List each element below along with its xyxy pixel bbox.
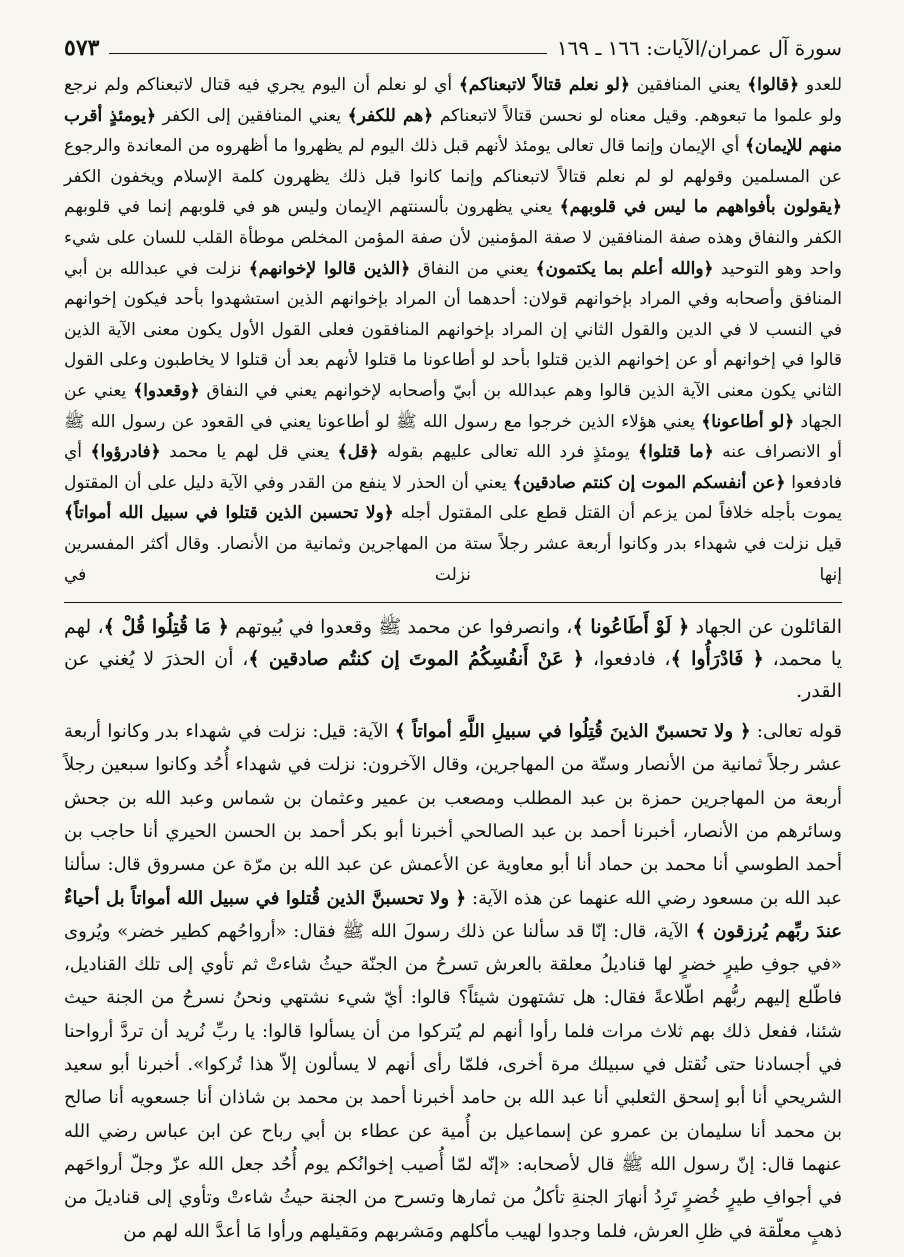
quran-quote: ﴿هم للكفر﴾ (347, 105, 434, 126)
text-run: الآية: قيل: نزلت في شهداء بدر وكانوا أربعة عشر رجلاً ثمانية من الأنصار وستّة من المهاجرين، وقال الآخرون: نزلت في شهداء أُحُد وكانوا سبعين رجلاً أربعة من المهاجرين حمزة بن عبد المطلب ومصعب بن عمير وعثمان بن شماس وعبد الله بن جحش وسائرهم من الأنصار، أخبرنا أحمد بن عبد الصالحي أخبرنا أبو بكر أحمد بن الحسن الحيري أنا حاجب بن أحمد الطوسي أنا محمد بن حماد أنا أبو معاوية عن الأعمش عن عبد الله بن مرّة عن مسروق قال: سألنا عبد الله بن مسعود رضي الله عنهما عن هذه الآية: (64, 721, 842, 909)
text-run: يعني قل لهم يا محمد (160, 442, 338, 463)
quran-quote: ﴿قل﴾ (337, 442, 379, 463)
quran-quote: ﴿قالوا﴾ (747, 75, 800, 95)
page-number: ٥٧٣ (64, 35, 100, 61)
commentary-upper (64, 70, 842, 590)
text-run: الآية، قال: إنّا قد سألنا عن ذلك رسولَ الله ﷺ فقال: «أرواحُهم كطير خضر» ويُروى «في جوفِ طيرٍ خضرٍ لها قناديلُ معلقة بالعرش تسرحُ من الجنّة حيثُ شاءتْ ثم تأوي إلى تلك القناديل، فاطّلع إليهم ربُّهم اطّلاعةً فقال: هل تشتهون شيئاً؟ قالوا: أيّ شيء نشتهي ونحنُ نسرحُ من الجنة حيث شئنا، ففعل ذلك بهم ثلاث مرات فلما رأوا أنهم لم يُتركوا من أن يسألوا قالوا: يا ربِّ نُريد أن تردَّ أرواحنا في أجسادنا حتى نُقتل في سبيلك مرة أخرى، فلمّا رأى أنهم لا يسألون إلاّ هذا تُركوا». أخبرنا أبو سعيد الشريحي أنا أبو إسحق الثعلبي أنا عبد الله بن حامد أخبرنا أحمد بن محمد بن شاذان أنا جسعويه أنا صالح بن محمد أنا سليمان بن عمرو عن إسماعيل بن أُمية عن عطاء بن أبي رباح عن ابن عباس رضي الله عنهما قال: إنّ رسول الله ﷺ قال لأصحابه: «إنّه لمّا أُصيب إخوانُكم يوم أُحُد جعل الله عزّ وجلّ أرواحَهم في أجوافِ طيرٍ خُضرٍ تَرِدُ أنهارَ الجنةِ تأكلُ من ثمارها وتسرح من الجنة حيثُ شاءتْ وتأوي إلى قناديلَ من ذهبٍ معلّقة في ظلِ العرش، فلما وجدوا لهيب مأكلهم ومَشربهم ومَقيلهم ورأوا مَا أعدَّ الله لهم من (64, 920, 842, 1242)
text-run: للعدو (799, 75, 843, 95)
text-run: يعني المنافقين إلى الكفر (156, 105, 348, 126)
page-header (64, 28, 842, 60)
text-run: ، وانصرفوا عن محمد ﷺ وقعدوا في بُيوتهم (228, 616, 573, 639)
quran-quote: ﴿يومئذٍ أقرب منهم للإيمان﴾ (64, 105, 842, 157)
text-run: يعني عن الجهاد (64, 380, 843, 432)
text-run: ، أن الحذرَ لا يُغني عن القدر. (64, 648, 842, 703)
section-divider (64, 602, 842, 603)
quran-quote: ﴿وقعدوا﴾ (133, 380, 200, 401)
commentary-lower (64, 715, 842, 1248)
quran-quote: ﴿يقولون بأفواههم ما ليس في قلوبهم﴾ (559, 197, 842, 218)
commentary-upper-paragraph (64, 70, 842, 590)
text-run: يعني أن الحذر لا ينفع من القدر وفي الآية دليل على أن المقتول يموت بأجله خلافاً لمن يزعم أن القتل قطع على المقتول أجله (64, 472, 842, 524)
text-run: أي فادفعوا (64, 442, 842, 493)
quran-quote: ﴿لو أطاعونا﴾ (701, 411, 795, 432)
text-run: نزلت في عبدالله بن أبي المنافق وأصحابه وفي المراد بإخوانهم قولان: أحدهما أن المراد بإخوانهم الذين استشهدوا بأحد فيكون إخوانهم في النسب لا في الدين والقول الثاني إن المراد بإخوانهم المنافقون فعلى القول الأول يكون معنى الآية الذين قالوا في إخوانهم أو عن إخوانهم الذين قتلوا بأحد لو أطاعونا ما قتلوا لأنهم بعد أن قتلوا لا يخاطبون وعلى القول الثاني يكون معنى الآية الذين قالوا وهم عبدالله بن أبيّ وأصحابه لإخوانهم يعني في النفاق (64, 258, 843, 401)
commentary-middle-paragraph (64, 611, 842, 707)
quran-quote: ﴿ما قتلوا﴾ (638, 442, 714, 463)
surah-title: سورة آل عمران/الآيات: ١٦٦ ـ ١٦٩ (556, 36, 842, 60)
text-run: يومئذٍ فرد الله تعالى عليهم بقوله (378, 442, 639, 463)
quran-quote: ﴿ ولا تحسبنّ الذينَ قُتِلُوا في سبيلِ اللَّهِ أمواتاً ﴾ (394, 721, 751, 743)
text-run: ، فادفعوا، (584, 648, 671, 671)
text-run: أي الإيمان وإنما قال تعالى يومئذ لأنهم قبل ذلك اليوم لم يظهروا ما أظهروه من المعاندة والرجوع عن المسلمين وقولهم لو لم نعلم قتالاً لاتبعناكم وإنما كانوا قبل ذلك يظهرون كلمة الإسلام ويخفون الكفر (64, 136, 842, 187)
quran-quote: ﴿ مَا قُتِلُوا قُلْ ﴾ (103, 616, 229, 639)
text-run: يعني المنافقين (629, 75, 748, 95)
text-run: قوله تعالى: (750, 721, 842, 743)
commentary-lower-paragraph (64, 715, 842, 1248)
text-run: يعني من النفاق (410, 258, 536, 279)
quran-quote: ﴿ولا تحسبن الذين قتلوا في سبيل الله أمواتاً﴾ (64, 503, 394, 524)
quran-quote: ﴿ عَنْ أَنفُسِكُمُ الموتَ إن كنتُم صادقين ﴾ (248, 648, 585, 671)
text-run: يعني يظهرون بألسنتهم الإيمان وليس هو في قلوبهم إنما في قلوبهم الكفر والنفاق وهذه صفة المنافقين لا صفة المؤمنين لأن صفة المؤمن المخلص موطأة القلب للسان على شيء واحد وهو التوحيد (64, 197, 842, 279)
text-run: ، لهم يا محمد، (64, 616, 842, 671)
text-run: يعني هؤلاء الذين خرجوا مع رسول الله ﷺ لو أطاعونا يعني في القعود عن رسول الله ﷺ أو الانصراف عنه (64, 411, 842, 463)
quran-quote: ﴿لو نعلم قتالاً لاتبعناكم﴾ (458, 75, 630, 95)
text-run: أي لو نعلم أن اليوم يجري فيه قتال لاتبعناكم ولم نرجع ولو علموا ما تبعوهم. وقيل معناه لو نحسن قتالاً لاتبعناكم (64, 75, 842, 126)
quran-quote: ﴿عن أنفسكم الموت إن كنتم صادقين﴾ (512, 472, 786, 493)
quran-quote: ﴿ لَوْ أَطَاعُونا ﴾ (572, 616, 690, 639)
quran-quote: ﴿الذين قالوا لإخوانهم﴾ (248, 258, 411, 279)
header-rule (109, 53, 546, 54)
commentary-middle (64, 611, 842, 707)
quran-quote: ﴿ فَادْرَأُوا ﴾ (670, 648, 764, 671)
quran-quote: ﴿فادرؤوا﴾ (90, 442, 161, 463)
text-run: قيل نزلت في شهداء بدر وكانوا أربعة عشر رجلاً ستة من المهاجرين وثمانية من الأنصار. وقال أكثر المفسرين إنها نزلت في (64, 533, 842, 585)
text-run: القائلون عن الجهاد (689, 616, 842, 639)
quran-quote: ﴿والله أعلم بما يكتمون﴾ (535, 258, 714, 279)
quran-quote: ﴿ ولا تحسبنَّ الذين قُتلوا في سبيل الله أمواتاً بل أحياءٌ عندَ ربِّهم يُرزقون ﴾ (64, 887, 843, 942)
